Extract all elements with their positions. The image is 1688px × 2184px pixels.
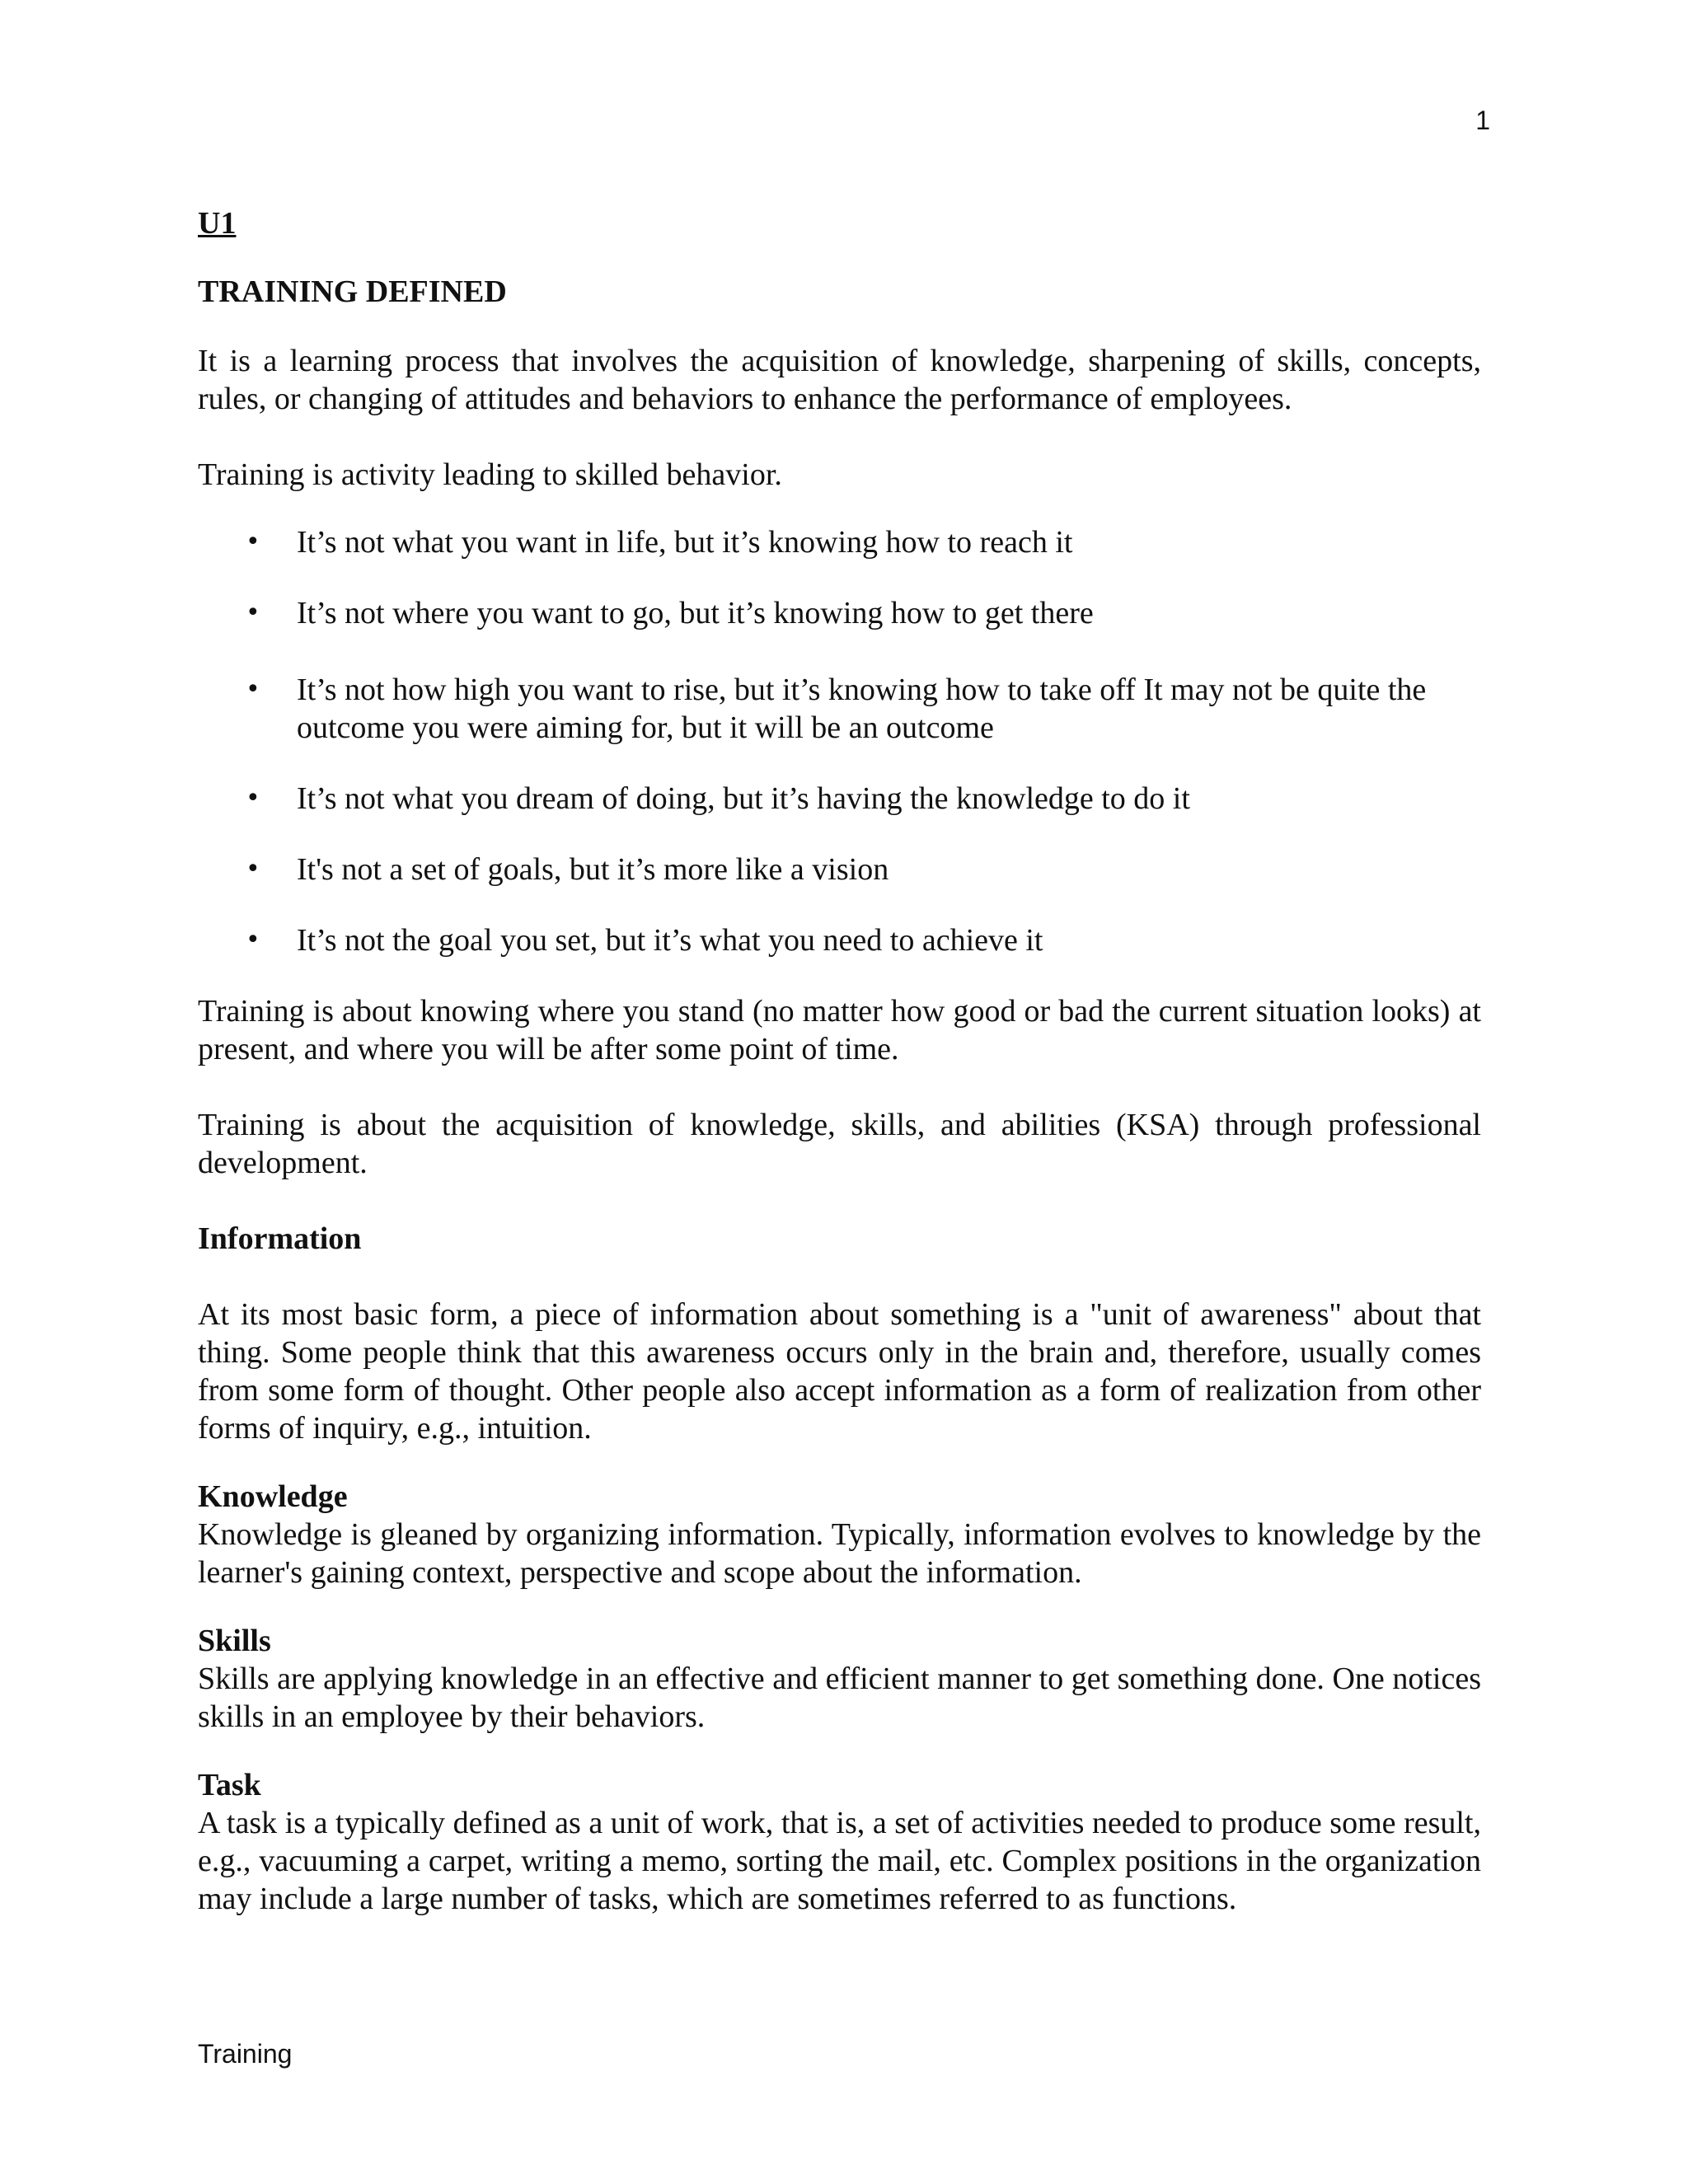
list-item-text: It’s not where you want to go, but it’s knowing how to get there [297, 596, 1094, 630]
information-heading: Information [198, 1221, 362, 1256]
skills-heading: Skills [198, 1624, 271, 1658]
bullet-icon: • [246, 675, 260, 704]
information-text: At its most basic form, a piece of information about something is a "unit of awareness" about that thing. Some people think that this awareness occurs only in the brain and, therefore, usually comes from some form of thought. Other people also accept information as a form of realization from other forms of inquiry, e.g., intuition. [198, 1297, 1481, 1446]
list-item-text: It’s not how high you want to rise, but it’s knowing how to take off It may not be quite the outcome you were aiming for, but it will be an outcome [297, 673, 1427, 745]
page-footer: Training [198, 2039, 293, 2069]
skills-text: Skills are applying knowledge in an effective and efficient manner to get something done. One notices skills in an employee by their behaviors. [198, 1661, 1481, 1734]
standing-paragraph: Training is about knowing where you stand (no matter how good or bad the current situation looks) at present, and where you will be after some point of time. [198, 994, 1481, 1066]
ksa-paragraph: Training is about the acquisition of knowledge, skills, and abilities (KSA) through professional development. [198, 1108, 1481, 1180]
list-item [198, 671, 1481, 747]
page-number: 1 [1475, 105, 1490, 135]
list-item [198, 780, 1481, 818]
list-item [198, 594, 1481, 632]
list-item [198, 921, 1481, 959]
list-item-text: It’s not what you dream of doing, but it’s having the knowledge to do it [297, 781, 1190, 816]
unit-label: U1 [198, 206, 237, 241]
bullet-icon: • [246, 598, 260, 627]
list-item-text: It’s not the goal you set, but it’s what you need to achieve it [297, 923, 1043, 958]
bullet-icon: • [246, 784, 260, 813]
task-heading: Task [198, 1768, 261, 1802]
knowledge-heading: Knowledge [198, 1479, 348, 1514]
document-body [198, 204, 1481, 1918]
activity-sentence: Training is activity leading to skilled behavior. [198, 457, 782, 492]
list-item-text: It's not a set of goals, but it’s more like a vision [297, 852, 889, 887]
page-title: TRAINING DEFINED [198, 274, 507, 309]
intro-paragraph: It is a learning process that involves the acquisition of knowledge, sharpening of skills, concepts, rules, or changing of attitudes and behaviors to enhance the performance of employees. [198, 344, 1481, 416]
list-item [198, 851, 1481, 888]
bullet-icon: • [246, 527, 260, 556]
task-text: A task is a typically defined as a unit of work, that is, a set of activities needed to produce some result, e.g., vacuuming a carpet, writing a memo, sorting the mail, etc. Complex positions in the organization may include a large number of tasks, which are sometimes referred to as functions. [198, 1806, 1481, 1916]
list-item [198, 523, 1481, 561]
bullet-list [198, 523, 1481, 959]
knowledge-text: Knowledge is gleaned by organizing information. Typically, information evolves to knowledge by the learner's gaining context, perspective and scope about the information. [198, 1517, 1481, 1590]
bullet-icon: • [246, 926, 260, 954]
bullet-icon: • [246, 855, 260, 883]
list-item-text: It’s not what you want in life, but it’s knowing how to reach it [297, 525, 1073, 560]
